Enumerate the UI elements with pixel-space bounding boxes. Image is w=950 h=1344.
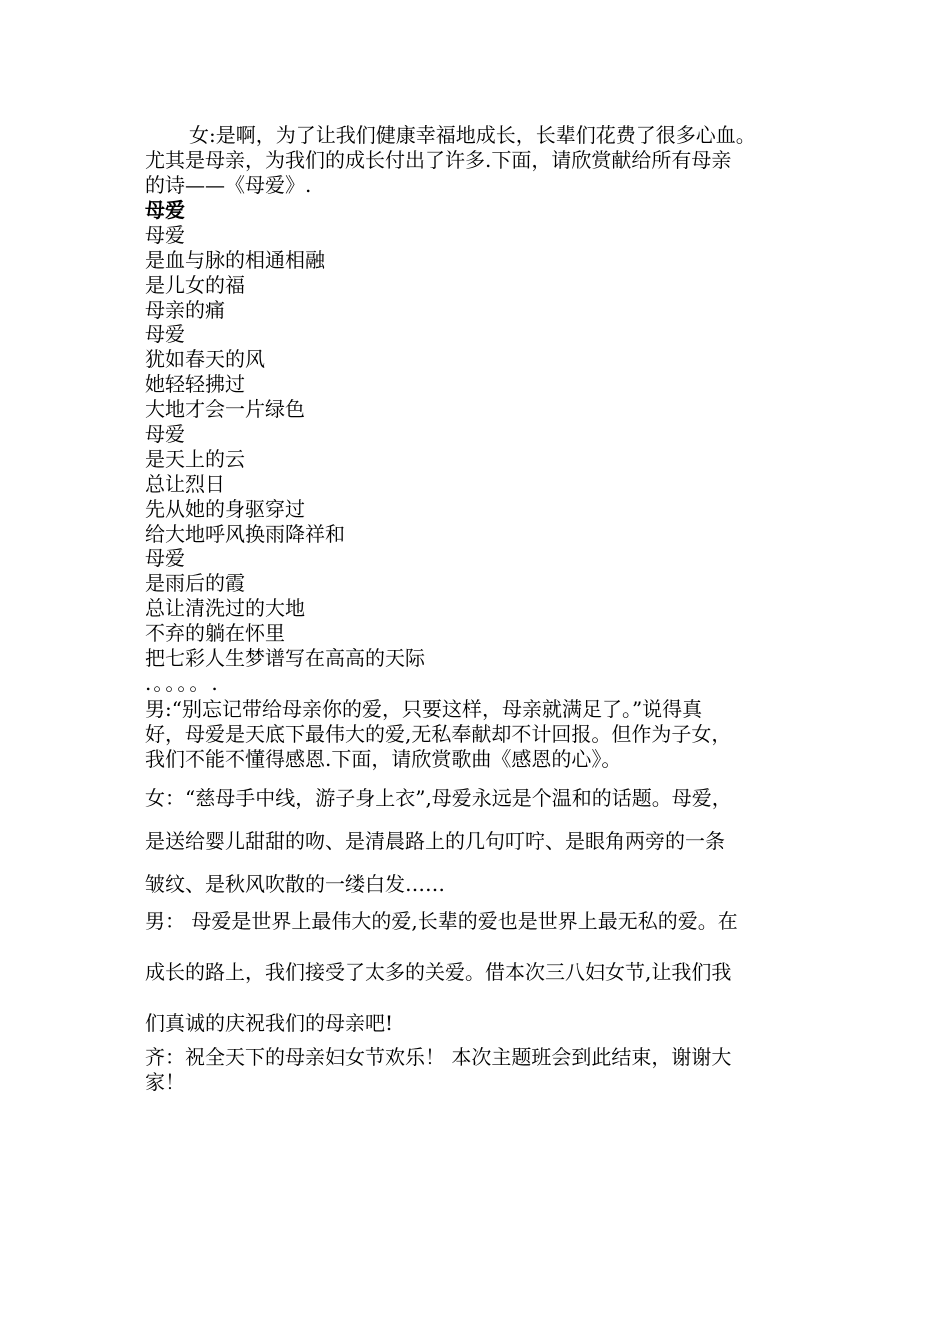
closing-line: 家！ xyxy=(145,1070,185,1094)
male-paragraph-2 xyxy=(145,909,810,1036)
closing-paragraph xyxy=(145,1045,810,1095)
poem-line: 母爱 xyxy=(145,422,185,447)
male-line: 我们不能不懂得感恩.下面，请欣赏歌曲《感恩的心》。 xyxy=(145,747,622,771)
poem-line: 不弃的躺在怀里 xyxy=(145,621,285,646)
poem-line: 母爱 xyxy=(145,546,185,571)
male-line: 好，母爱是天底下最伟大的爱,无私奉献却不计回报。但作为子女， xyxy=(145,722,732,746)
intro-paragraph xyxy=(145,123,810,198)
poem-line: 是血与脉的相通相融 xyxy=(145,247,325,272)
poem-ellipsis: .。。。。. xyxy=(145,670,220,695)
poem-title: 母爱 xyxy=(145,198,185,222)
poem-line: 总让清洗过的大地 xyxy=(145,596,305,621)
female-line: 女：“慈母手中线，游子身上衣”,母爱永远是个温和的话题。母爱， xyxy=(145,786,732,810)
poem-line: 她轻轻拂过 xyxy=(145,372,245,397)
poem-line: 是儿女的福 xyxy=(145,272,245,297)
poem-line: 是天上的云 xyxy=(145,446,245,471)
poem-line: 犹如春天的风 xyxy=(145,347,265,372)
poem-line: 母爱 xyxy=(145,222,185,247)
poem-line: 先从她的身驱穿过 xyxy=(145,496,305,521)
female-line: 皱纹、是秋风吹散的一缕白发…… xyxy=(145,872,445,896)
female-line: 是送给婴儿甜甜的吻、是清晨路上的几句叮咛、是眼角两旁的一条 xyxy=(145,829,725,853)
poem-line: 母爱 xyxy=(145,322,185,347)
poem-line: 总让烈日 xyxy=(145,471,225,496)
intro-line: 女:是啊，为了让我们健康幸福地成长，长辈们花费了很多心血。 xyxy=(189,123,756,147)
poem-line: 给大地呼风换雨降祥和 xyxy=(145,521,345,546)
male-line: 成长的路上，我们接受了太多的关爱。借本次三八妇女节,让我们我 xyxy=(145,960,732,984)
closing-line: 齐：祝全天下的母亲妇女节欢乐！ 本次主题班会到此结束，谢谢大 xyxy=(145,1045,732,1069)
male-paragraph-1 xyxy=(145,697,810,772)
female-paragraph-2 xyxy=(145,786,810,897)
male-line: 男： 母爱是世界上最伟大的爱,长辈的爱也是世界上最无私的爱。在 xyxy=(145,909,738,933)
poem-line: 大地才会一片绿色 xyxy=(145,397,305,422)
male-line: 们真诚的庆祝我们的母亲吧! xyxy=(145,1011,394,1035)
poem-line: 把七彩人生梦谱写在高高的天际 xyxy=(145,646,425,671)
poem xyxy=(145,198,810,695)
poem-line: 母亲的痛 xyxy=(145,297,225,322)
intro-line: 尤其是母亲，为我们的成长付出了许多.下面，请欣赏献给所有母亲 xyxy=(145,148,732,172)
poem-line: 是雨后的霞 xyxy=(145,571,245,596)
intro-line: 的诗——《母爱》. xyxy=(145,173,312,197)
male-line: 男:“别忘记带给母亲你的爱，只要这样，母亲就满足了。”说得真 xyxy=(145,697,703,721)
